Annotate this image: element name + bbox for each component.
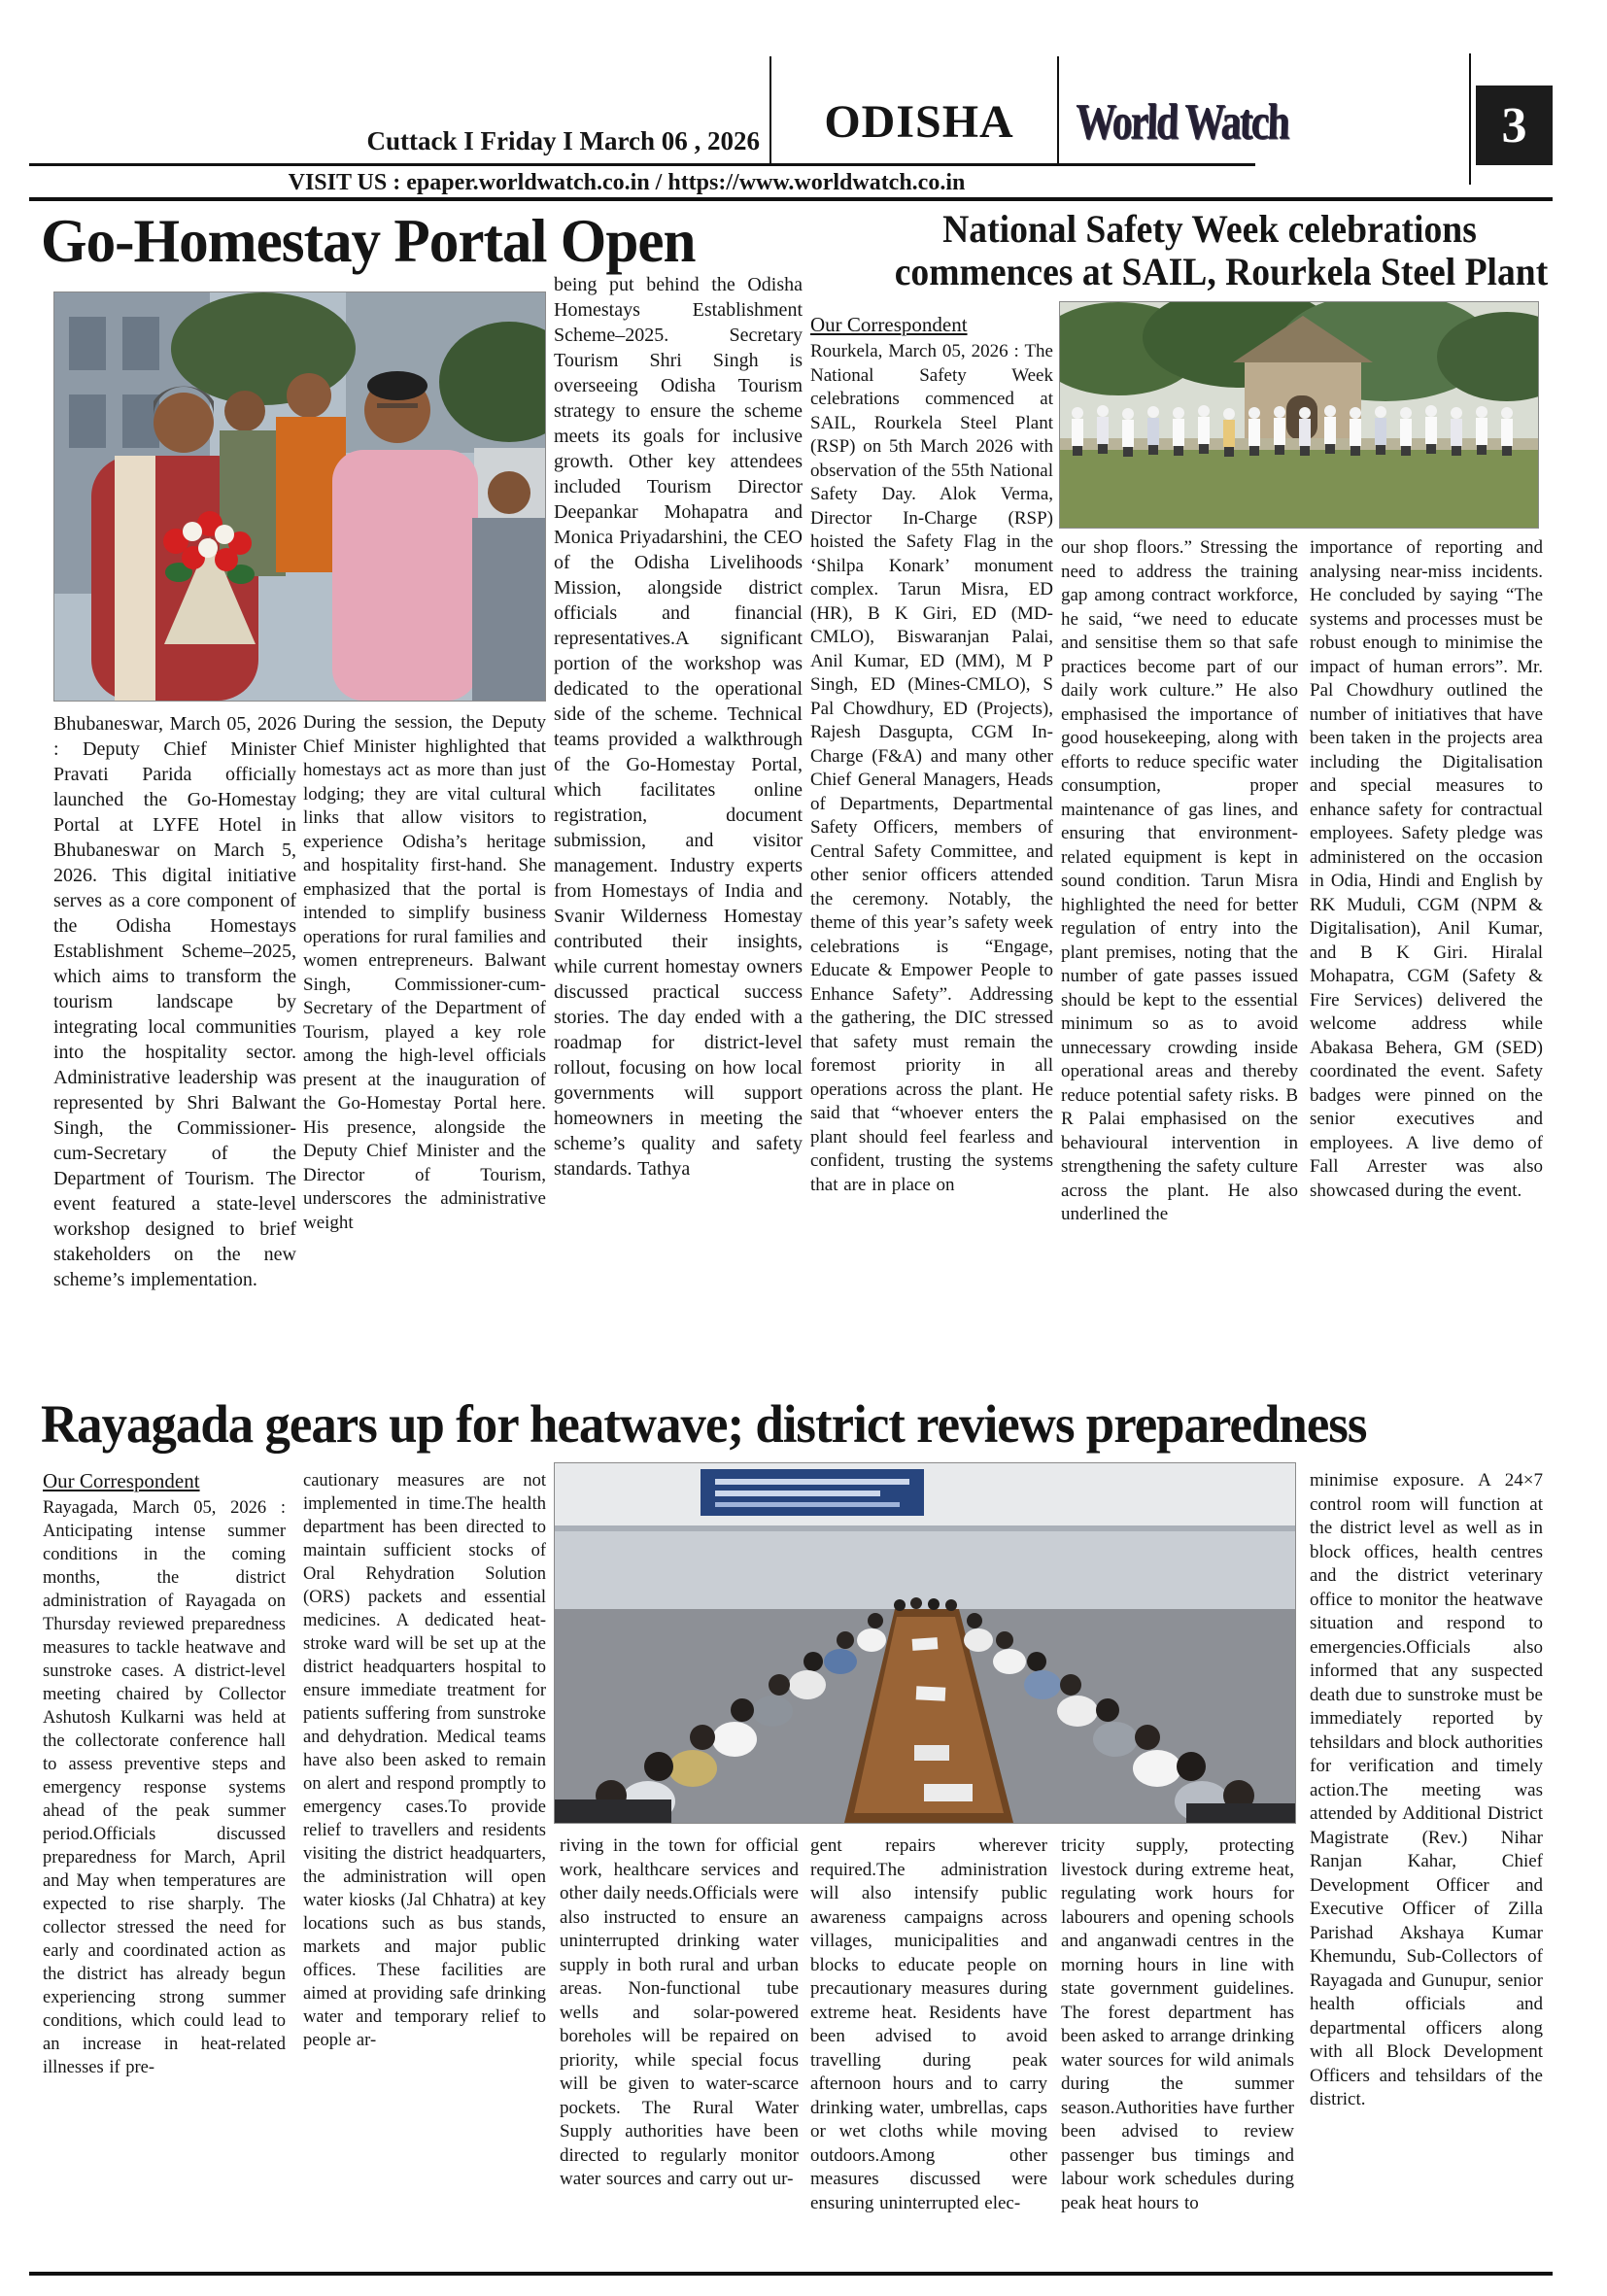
bottom-rule xyxy=(29,2272,1553,2276)
heatwave-below-column-3: tricity supply, protecting livestock during extreme heat, regulating work hours for labourers and opening schools and anganwadi centres in the morning hours in line with state government guidelines. The forest department has been asked to arrange drinking water sources for wild animals during the summer season.Authorities have further been advised to review passenger bus timings and labour work schedules during peak heat hours to xyxy=(1061,1835,1294,2213)
heatwave-column-2: cautionary measures are not implemented in time.The health department has been directed to maintain sufficient stocks of Oral Rehydration Solution (ORS) packets and essential medicines. A dedicated heat-stroke ward will be set up at the district headquarters hospital to ensure immediate treatment for patients suffering from sunstroke and dehydration. Medical teams have also been asked to remain on alert and respond promptly to emergency cases.To provide relief to travellers and residents visiting the district headquarters, the administration will open water kiosks (Jal Chhatra) at key locations such as bus stands, markets and major public offices. These facilities are aimed at providing safe drinking water and temporary relief to people ar- xyxy=(303,1471,546,2050)
homestay-column-2: During the session, the Deputy Chief Minister highlighted that homestays act as more than just lodging; they are vital cultural links that allow visitors to experience Odisha’s heritage and hospitality first-hand. She emphasized that the portal is intended to simplify business operations for rural families and women entrepreneurs. Balwant Singh, Commissioner-cum-Secretary of the Department of Tourism, played a key role among the high-level officials present at the inauguration of the Go-Homestay Portal here. His presence, alongside the Deputy Chief Minister and the Director of Tourism, underscores the administrative weight xyxy=(303,712,546,1233)
district-meeting-photo xyxy=(554,1462,1296,1824)
safety-headline-line1: National Safety Week celebrations xyxy=(942,207,1477,251)
homestay-headline: Go-Homestay Portal Open xyxy=(41,207,696,275)
heatwave-headline: Rayagada gears up for heatwave; district reviews preparedness xyxy=(41,1394,1367,1454)
heatwave-column-right: minimise exposure. A 24×7 control room will function at the district level as well as in block offices, health centres and the district veterinary office to monitor the heatwave situation and respond to emergencies.Officials also informed that any suspected death due to sunstroke must be immediately reported by tehsildars and block authorities for verification and timely action.The meeting was attended by Additional District Magistrate (Rev.) Nihar Ranjan Kahar, Chief Development Officer and Executive Officer of Zilla Parishad Akshaya Kumar Khemundu, Sub-Collectors of Rayagada and Gunupur, senior health officials and departmental officers along with all Block Development Officers and tehsildars of the district. xyxy=(1310,1470,1543,2109)
safety-headline xyxy=(874,207,1549,293)
homestay-column-1: Bhubaneswar, March 05, 2026 : Deputy Chief Minister Pravati Parida officially launched the Go-Homestay Portal at LYFE Hotel in Bhubaneswar on March 5, 2026. This digital initiative serves as a core component of the Odisha Homestays Establishment Scheme–2025, which aims to transform the tourism landscape by integrating local communities into the hospitality sector. Administrative leadership was represented by Shri Balwant Singh, the Commissioner-cum-Secretary of the Department of Tourism. The event featured a state-level workshop designed to brief stakeholders on the new scheme’s implementation. xyxy=(53,713,296,1290)
page-number-badge xyxy=(1476,86,1553,165)
masthead-section-title: ODISHA xyxy=(824,96,1014,148)
masthead-rule-thin xyxy=(29,163,1255,166)
safety-column-2: our shop floors.” Stressing the need to address the training gap among contract workforce, he said, “we need to educate and sensitise them so that safe practices become part of our daily work culture.” He also emphasised the importance of good housekeeping, along with efforts to reduce specific water consumption, proper maintenance of gas lines, and ensuring that environment-related equipment is kept in sound condition. Tarun Misra highlighted the need for better regulation of entry into the plant premises, noting that the number of gate passes issued should be kept to the essential minimum so as to avoid unnecessary crowding inside operational areas and thereby reduce potential safety risks. B R Palai emphasised on the behavioural intervention in strengthening the safety culture across the plant. He also underlined the xyxy=(1061,537,1298,1224)
heatwave-below-column-2: gent repairs wherever required.The administration will also intensify public awareness campaigns across villages, municipalities and blocks to educate people on precautionary measures during extreme heat. Residents have been advised to avoid travelling during peak afternoon hours and to carry drinking water, umbrellas, caps or wet cloths while moving outdoors.Among other measures discussed were ensuring uninterrupted elec- xyxy=(810,1835,1047,2213)
safety-column-3: importance of reporting and analysing near-miss incidents. He concluded by saying “The systems and processes must be robust enough to minimise the impact of human errors”. Mr. Pal Chowdhury outlined the number of initiatives that have been taken in the projects area including the Digitalisation and special measures to enhance safety for contractual employees. Safety pledge was administered on the occasion in Odia, Hindi and English by RK Muduli, CGM (NPM & Digitalisation), Anil Kumar, and B K Giri. Hiralal Mohapatra, CGM (Safety & Fire Services) delivered the welcome address while Abakasa Behera, GM (SED) coordinated the event. Safety badges were pinned on the senior executives and employees. A live demo of Fall Arrester was also showcased during the event. xyxy=(1310,537,1543,1201)
masthead-divider-2 xyxy=(1057,56,1059,165)
safety-week-photo xyxy=(1059,301,1539,529)
masthead-divider-3 xyxy=(1469,53,1471,185)
heatwave-byline: Our Correspondent xyxy=(43,1469,200,1492)
safety-byline: Our Correspondent xyxy=(810,313,968,336)
masthead-dateline: Cuttack I Friday I March 06 , 2026 xyxy=(366,126,760,155)
brand-logo xyxy=(1075,94,1366,152)
safety-headline-line2: commences at SAIL, Rourkela Steel Plant xyxy=(894,250,1549,293)
heatwave-below-column-1: riving in the town for official work, healthcare services and other daily needs.Officials were also instructed to ensure an uninterrupted drinking water supply in both rural and urban areas. Non-functional tube wells and solar-powered boreholes will be repaired on priority, while special focus will be given to water-scarce pockets. The Rural Water Supply authorities have been directed to regularly monitor water sources and carry out ur- xyxy=(560,1835,799,2189)
brand-logo-text: World Watch xyxy=(1075,94,1289,151)
homestay-column-photo-side: being put behind the Odisha Homestays Establishment Scheme–2025. Secretary Tourism Shri Singh is overseeing Odisha Tourism strategy to ensure the scheme meets its goals for inclusive growth. Other key attendees included Tourism Director Deepankar Mohapatra and Monica Priyadarshini, the CEO of the Odisha Livelihoods Mission, alongside district officials and financial representatives.A significant portion of the workshop was dedicated to the operational side of the scheme. Technical teams provided a walkthrough of the Go-Homestay Portal, which facilitates online registration, document submission, and visitor management. Industry experts from Homestays of India and Svanir Wilderness Homestay contributed their insights, while current homestay owners discussed practical success stories. The day ended with a roadmap for district-level rollout, focusing on how local governments will support homeowners in meeting the scheme’s quality and safety standards. Tathya xyxy=(554,274,803,1180)
masthead-divider-1 xyxy=(769,56,771,165)
heatwave-column-1: Rayagada, March 05, 2026 : Anticipating intense summer conditions in the coming months, the district administration of Rayagada on Thursday reviewed preparedness measures to tackle heatwave and sunstroke cases. A district-level meeting chaired by Collector Ashutosh Kulkarni was held at the collectorate conference hall to assess preventive steps and emergency response systems ahead of the peak summer period.Officials discussed preparedness for March, April and May when temperatures are expected to rise sharply. The collector stressed the need for early and coordinated action as the district has already begun experiencing strong summer conditions, which could lead to an increase in heat-related illnesses if pre- xyxy=(43,1498,286,2077)
visit-us-line: VISIT US : epaper.worldwatch.co.in / https://www.worldwatch.co.in xyxy=(288,170,966,195)
page-number: 3 xyxy=(1501,97,1527,154)
homestay-launch-photo xyxy=(53,291,546,702)
masthead-rule-thick xyxy=(29,197,1553,201)
safety-column-1: Rourkela, March 05, 2026 : The National Safety Week celebrations commenced at SAIL, Rourkela Steel Plant (RSP) on 5th March 2026 with observation of the 55th National Safety Day. Alok Verma, Director In-Charge (RSP) hoisted the Safety Flag in the ‘Shilpa Konark’ monument complex. Tarun Misra, ED (HR), B K Giri, ED (MD-CMLO), Biswaranjan Palai, Anil Kumar, ED (MM), M P Singh, ED (Mines-CMLO), S Pal Chowdhury, ED (Projects), Rajesh Dasgupta, CGM In-Charge (F&A) and many other Chief General Managers, Heads of Departments, Departmental Safety Officers, members of Central Safety Committee, and other senior officers attended the ceremony. Notably, the theme of this year’s safety week celebrations is “Engage, Educate & Empower People to Enhance Safety”. Addressing the gathering, the DIC stressed that safety must remain the foremost priority in all operations across the plant. He said that “whoever enters the plant should feel fearless and confident, trusting the systems that are in place on xyxy=(810,341,1053,1195)
